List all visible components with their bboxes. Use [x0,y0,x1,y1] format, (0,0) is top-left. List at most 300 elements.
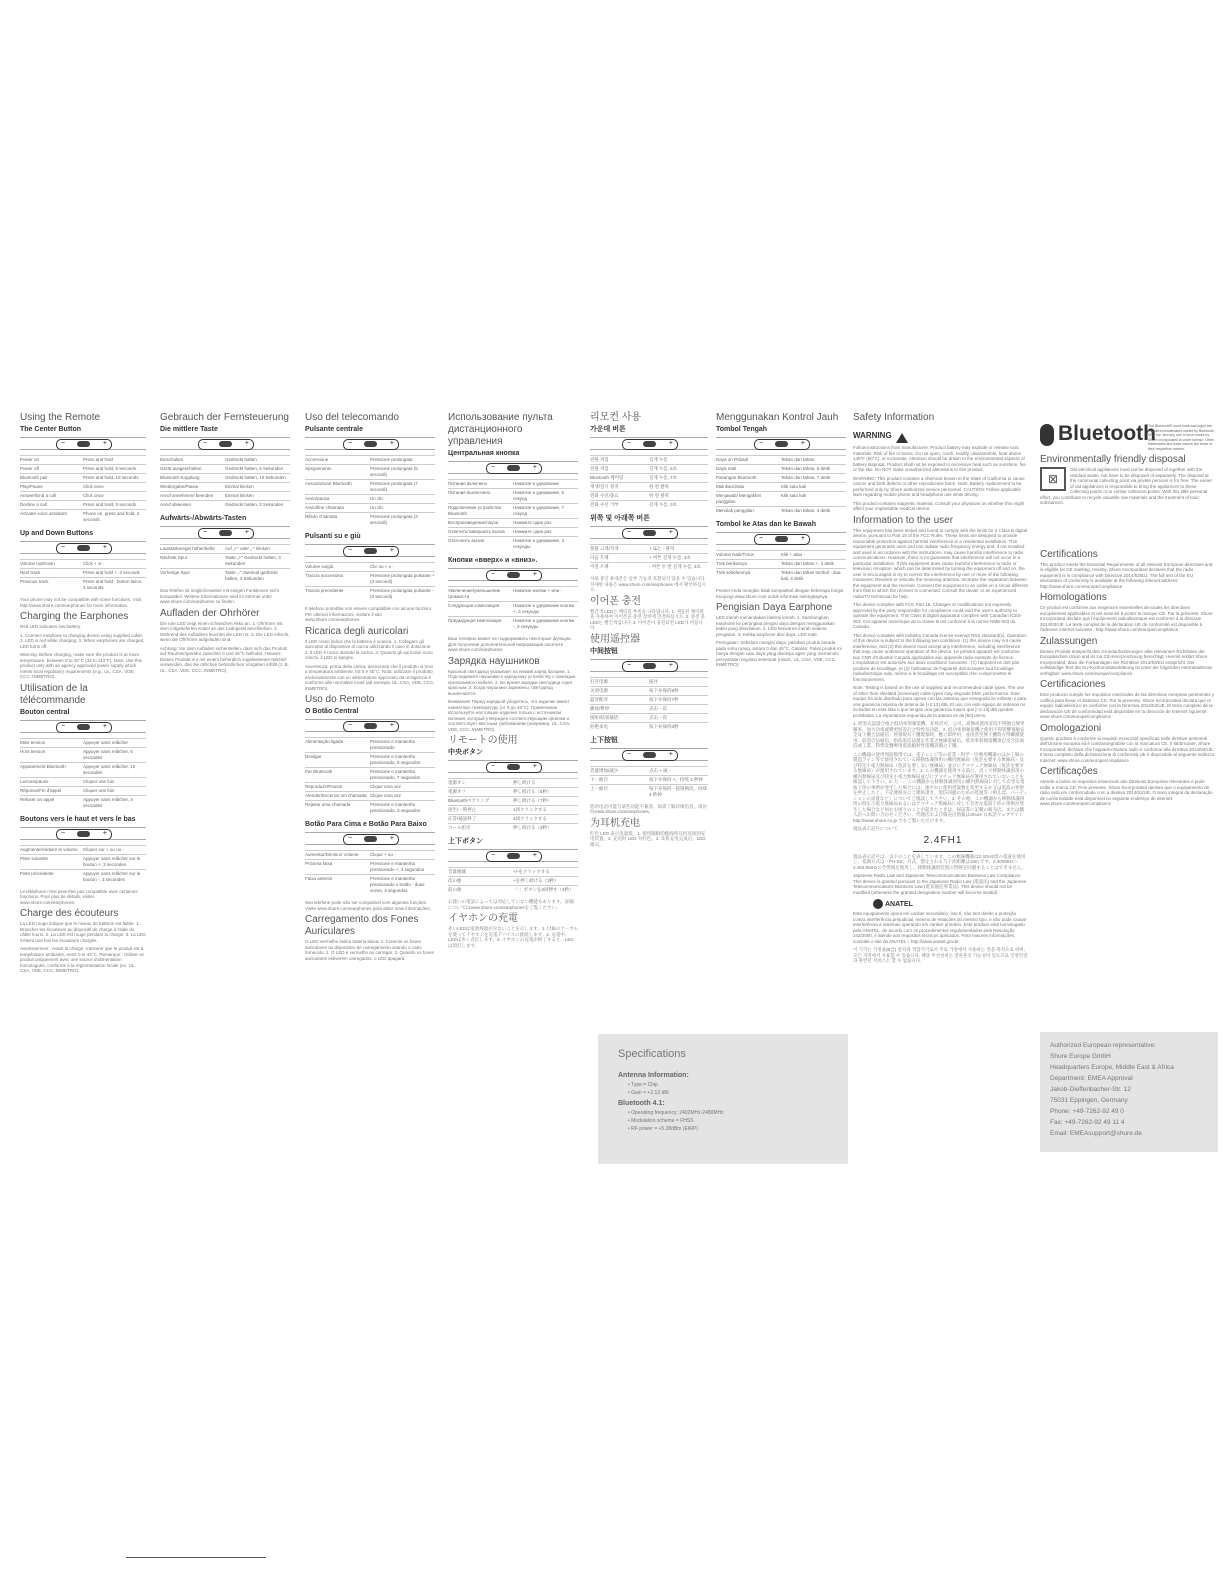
remote-icon: − + [486,851,542,862]
japan-radio-law: Japanese Radio Law and Japanese Telecommunications Business Law Compliance. This device is granted pursuant to the Japanese Radio Law (電波法) and the Japanese Telecommunications Business Law (電気通信事業法). This device should not be modified (otherwise the granted designation number will become invalid). [853,873,1027,895]
specifications-box [598,1034,848,1164]
subheading-fr-center: Bouton central [20,708,70,716]
instruction-cell: Pressione prolungata (5 secondi) [370,465,435,480]
heading-ja: リモートの使用 [448,735,518,746]
heading-zh: 使用遥控器 [590,633,640,645]
bluetooth-rune-icon [1040,424,1054,446]
compat-note-zh: 您的电话可能与某些功能不兼容。如需了解详细信息，请访问www.shure.com/earphones。 [590,803,707,814]
instruction-cell: Un clic [370,495,435,504]
action-cell: Menolak panggilan [716,507,781,516]
table-row [448,868,578,877]
cert-text-de: Dieses Produkt entspricht den Grundanforderungen aller relevanten Richtlinien der Europäischen Union und ist zur CE-Kennzeichnung berechtigt. Hiermit erklärt Shure Incorporated, dass die Funkanlagen der Richtlinie 2014/53/EU entspricht. Der vollständige Text der EU-Konformitätserklärung ist unter der folgenden Internetadresse verfügbar: www.shure.com/europe/compliance [1040,648,1213,676]
table-row [305,572,435,587]
action-cell: Bluetooth-Kopplung [160,474,225,483]
action-cell: 播放/暂停 [590,704,649,713]
instruction-cell: 点击一次 [649,704,708,713]
table-center-button-ru [448,479,578,551]
table-up-down-ko [590,544,708,571]
action-cell: Trek sebelumnya [716,569,781,584]
table-row [305,801,435,816]
table-row [448,886,578,895]
action-cell: Daya on Pribadi [716,456,781,465]
remote-icon: − + [622,750,678,761]
instruction-cell: Un clic [370,504,435,513]
action-cell: Trek berikutnya [716,560,781,569]
subheading-zh-center: 中间按钮 [590,647,618,655]
instruction-cell: Klik + atau - [781,551,846,560]
instruction-cell: Нажатие и удержание, 3 секунды [513,537,578,552]
instruction-cell: Einmal klicken [225,492,290,501]
instruction-cell: Pressione e mantenha pressionado, 3 segundos [370,801,435,816]
rep-line: Jakob-Dieffenbacher-Str. 12 [1050,1086,1131,1093]
instruction-cell: Appuyer sans relâcher sur le bouton -, 3 secondes [83,869,146,884]
table-up-down-fr [20,845,146,884]
rep-line: Department: EMEA Approval [1050,1075,1133,1082]
action-cell: Activate voice assistant [20,510,83,525]
charge-text-fr: La LED rouge indique que le niveau de batterie est faible. 1. Brancher les écouteurs au dispositif de charge à l'aide du câble fourni. 2. La LED est rouge pendant la charge. 3. La LED s'éteint une fois les écouteurs chargés. [20,921,146,943]
action-cell: 전원 꺼짐 [590,465,649,474]
remote-illustration [448,568,578,581]
column-safety [853,412,1028,967]
table-row [305,792,435,801]
instruction-cell: 按下并保持5秒 [649,686,708,695]
table-row [590,686,708,695]
table-row [448,504,578,519]
table-row [305,851,435,860]
remote-icon: − + [198,439,254,450]
action-cell: Spegnimento [305,465,370,480]
table-up-down-pt [305,850,435,895]
table-row [590,545,708,554]
instruction-cell: Нажатие кнопки + или - [513,587,578,602]
instruction-cell: Clic su + o - [370,563,435,572]
compat-note-ru: Ваш телефон может не поддерживать некоторые функции. Для получения дополнительной информации посетите www.shure.com/earphones. [448,636,572,652]
instruction-cell: 길게 누름, 5초 [649,465,708,474]
subheading-it-center: Pulsante centrale [305,426,363,433]
instruction-cell: 押し続ける [513,779,578,788]
charge-text-zh: 红色 LED 表示电量低。1. 使用随附的缆线将耳机连接到充电装置。2. 充电时 LED 为红色。3. 耳机充电完成后，LED 熄灭。 [590,830,706,847]
table-row [20,854,146,869]
instruction-cell: Press and hold [83,456,146,465]
heading-charge-de: Aufladen der Ohrhörer [160,607,260,619]
instruction-cell: 点击一次 [649,713,708,722]
action-cell: Volume Naik/Turun [716,551,781,560]
table-row [305,783,435,792]
frequency-mark: 2.4FH1 [913,835,973,852]
table-row [20,747,146,762]
japan-text: この機器の使用周波数帯では、電子レンジ等の産業・科学・医療用機器のほか工場の製造ライン等で使用されている移動体識別用の構内無線局（免許を要する無線局）及び特定小電力無線局（免許を要しない無線局）並びにアマチュア無線局（免許を要する無線局）が運用されています。1. この機器を使用する前に、近くで移動体識別用の構内無線局及び特定小電力無線局並びにアマチュア無線局が運用されていないことを確認して下さい。2. 万一、この機器から移動体識別用の構内無線局に対して有害な電波干渉の事例が発生した場合には、速やかに使用周波数を変更するか又は電波の発射を停止した上、下記連絡先にご連絡頂き、混信回避のための処置等（例えば、パーティションの設置など）についてご相談して下さい。3. その他、この機器から移動体識別用の特定小電力無線局あるいはアマチュア無線局に対して有害な電波干渉の事例が発生した場合など何かお困りのことが起きたときは、保証書に記載の販売店、または購入店へお問い合わせください。代理店および販売店情報はShure 日本語ウェブサイト http://www.shure.co.jp でもご覧いただけます。 [853,751,1028,823]
subheading-ja-updown: 上下ボタン [448,838,483,845]
table-row [305,495,435,504]
heading-info-user: Information to the user [853,514,954,526]
compat-note-pt: Seu telefone pode não ser compatível com algumas funções. Visite www.shure.com/earphones para obter mais informações. [305,900,431,911]
table-row [448,815,578,824]
action-cell: Aumentar/Diminuir Volume [305,851,370,860]
instruction-cell: Press and hold - button twice, 3 seconds [83,578,146,593]
table-row [448,806,578,815]
action-cell: 上一曲目 [590,784,649,799]
heading-env: Environmentally friendly disposal [1040,454,1186,465]
charge-text-ru: Красный светодиод указывает на низкий заряд батареи. 1. Подсоедините наушники к зарядному устройству с помощью прилагаемого кабеля. 2. Во время зарядки светодиод горит красным. 3. Когда наушники заряжены, светодиод выключается. [448,668,576,696]
emc-text: Note: Testing is based on the use of supplied and recommended cable types. The use of other than shielded (screened) cable types may degrade EMC performance. Este equipo ha sido diseñado para operar con las antenas que enseguida se enlistan y para una ganancia máxima de antena de [+2.13] dBi. El uso con este equipo de antenas no incluidas en esta lista o que tengan una ganancia mayor que [+2.13] dBi quedan prohibidas. La impedancia requerida de la antena es de [50] ohms. [853,685,1027,718]
charge-text-de: Die rote LED zeigt einen schwachen Akku an. 1. Ohrhörer mit dem mitgelieferten Kabel an das Ladegerät anschließen. 2. Während des Aufladens leuchtet die LED rot. 3. Die LED erlischt, wenn die Ohrhörer aufgeladen sind. [160,620,290,642]
remote-illustration [590,526,708,539]
table-row [20,456,146,465]
table-up-down-zh [590,766,708,799]
instruction-cell: + 버튼 길게 누름, 3초 [649,554,708,563]
action-cell: Volume su/giù [305,563,370,572]
instruction-cell: Gedrückt halten, 3 Sekunden [225,501,290,510]
action-cell: Traccia precedente [305,587,370,602]
remote-illustration [590,659,708,672]
action-cell: Питание выключено [448,489,513,504]
action-cell: 前の曲 [448,886,513,895]
subheading-de-updown: Aufwärts-/Abwärts-Tasten [160,515,247,522]
instruction-cell: Gedrückt halten, 10 Sekunden [225,474,290,483]
remote-icon: − + [343,439,399,450]
action-cell: Power on [20,456,83,465]
table-row [20,845,146,854]
cert-text-fr: Ce produit est conforme aux exigences essentielles de toutes les directives européennes applicables et est autorisé à porter la marque CE. Par la présente, Shure Incorporated déclare que l'équipement radioélectrique est conforme à la directive 2014/53/UE. Le texte complet de la déclaration UE de conformité est disponible à l'adresse internet suivante : http://www.shure.com/europe/compliance [1040,605,1213,632]
action-cell: Ответить/завершить вызов [448,528,513,537]
subheading-ru-updown: Кнопки «вверх» и «вниз». [448,557,538,564]
table-row [716,465,846,474]
compat-note-de: Das Telefon ist möglicherweise mit einigen Funktionen nicht kompatibel. Weitere Informationen sind im Internet unter www.shure.com/earphones zu finden. [160,588,279,604]
table-row [20,465,146,474]
action-cell: Anruf annehmen/ beenden [160,492,225,501]
charge-text-ja: 赤いLEDは電池残量が少ないことを示します。1. 付属のケーブルを使ってイヤホンを充電デバイスに接続します。2. 充電中、LEDは赤く点灯します。3. イヤホンの充電が終了すると、LEDは消灯します。 [448,926,578,948]
table-row [716,483,846,492]
column-german [160,412,290,676]
remote-illustration [20,720,146,733]
table-center-button-id [716,455,846,515]
action-cell: Увеличение/уменьшение громкости [448,587,513,602]
table-center-button-zh [590,677,708,731]
crossed-bin-icon: ⊠ [1040,467,1066,491]
subheading-ru-center: Центральная кнопка [448,450,520,457]
instruction-cell: Tekan dan tahan tombol - dua kali, 3 detik [781,569,846,584]
table-row [716,560,846,569]
heading-safety: Safety Information [853,412,935,423]
table-row [448,587,578,602]
warning-label: WARNING [853,431,892,440]
table-row [305,860,435,875]
table-row [160,483,290,492]
remote-illustration [20,437,146,450]
action-cell: 次の曲 [448,877,513,886]
action-cell: 電源オフ [448,788,513,797]
table-row [448,528,578,537]
table-row [448,519,578,528]
table-row [590,775,708,784]
subheading-ja-center: 中央ボタン [448,749,483,756]
table-row [448,602,578,617]
safety-text-2: WARNING: This product contains a chemical known to the State of California to cause cancer and birth defects or other reproductive harm. Note: Battery replacement to be performed only by Shure authorized service personnel. CAUTION: Follow applicable laws regarding mobile phone and headphone use while driving. [853,475,1025,497]
instruction-cell: Tekan dan tahan [781,456,846,465]
table-row [590,677,708,686]
action-cell: Отклонить вызов [448,537,513,552]
instruction-cell: Нажмите один раз [513,528,578,537]
compat-note-ja: お使いの電話によっては対応していない機能もあります。詳細についてはwww.shure.com/earphonesをご覧ください。 [448,899,574,910]
action-cell: Daya mati [716,465,781,474]
table-row [590,695,708,704]
instruction-cell: Press and hold +, 3 seconds [83,569,146,578]
heading-ru: Использование пульта дистанционного управления [448,412,553,447]
charge-text-id: LED merah menandakan baterai lemah. 1. Sambungkan earphone ke perangkat pengisi daya dengan menggunakan kabel yang disediakan. 2. LED berwarna merah selama pengisian. 3. Ketika earphone diisi daya, LED mati. [716,615,835,637]
bt-frequency: • Operating frequency: 2402MHz-2480MHz [628,1110,724,1116]
remote-illustration [305,719,435,732]
anatel-logo: ANATEL [873,899,1028,909]
table-center-button-pt [305,737,435,815]
instruction-cell: Pressione e mantenha pressionado, 5 segundos [370,753,435,768]
table-row [716,507,846,516]
heading-certifications: Certifications [1040,548,1098,560]
action-cell: Previous track [20,578,83,593]
action-cell: Power off [20,465,83,474]
heading-charge-ja: イヤホンの充電 [448,913,518,924]
instruction-cell: 按下并保持 - 按钮两次，持续 3 秒钟 [649,785,707,797]
action-cell: 이전 트랙 [590,563,649,572]
cert-text-it: Questo prodotto è conforme ai requisiti essenziali specificati nelle direttive pertinenti dell'Unione europea ed è contrassegnabile con la marcatura CE. Il fabbricante, Shure Incorporated, dichiara che l'apparecchiatura radio è conforme alla direttiva 2014/53/UE. Il testo completo della dichiarazione di conformità UE è disponibile al seguente indirizzo Internet: www.shure.com/europe/compliance [1040,735,1215,763]
remote-icon: − + [343,721,399,732]
heading-charge-zh: 为耳机充电 [590,817,640,829]
action-cell: Avvio/fine chiamata [305,504,370,513]
antenna-type: • Type = Chip [628,1082,658,1088]
instruction-cell: 길게 누름, 7초 [649,474,708,483]
table-row [590,704,708,713]
charging-warning: Warning: Before charging, make sure the product is at room temperature, between 0 to 45°C (32 to 113°F). Note: Use this product only with an agency approved power supply which meets local regulatory requirements (e.g., UL, CSA, VDE, CCC, INMETRO). [20,652,142,679]
remote-illustration [590,748,708,761]
remote-icon: − + [198,528,254,539]
table-row [20,762,146,777]
heading-omologazioni: Omologazioni [1040,722,1102,734]
instruction-cell: Appuyer sans relâcher, 5 secondes [83,747,146,762]
action-cell: Piste suivante [20,854,83,869]
table-row [448,489,578,504]
subheading-ko-updown: 위쪽 및 아래쪽 버튼 [590,515,650,522]
instruction-cell: Cliquer sur + ou ou - [83,845,146,854]
instruction-cell: Gedrückt halten, 5 Sekunden [225,465,290,474]
remote-icon: − + [56,722,112,733]
instruction-cell: 按下并保持3秒 [649,722,708,731]
rep-line: Authorized European representative: [1050,1042,1156,1049]
fcc-text: This equipment has been tested and found to comply with the limits for a Class B digital device, pursuant to Part 15 of the FCC Rules. These limits are designed to provide reasonable protection against harmful interference in a residential installation. This equipment generates uses and can radiate radio frequency energy and, if not installed and used in accordance with the instructions, may cause harmful interference to radio communications. However, there is no guarantee that interference will not occur in a particular installation. If this equipment does cause harmful interference to radio or television reception, which can be determined by turning the equipment off and on, the user is encouraged to try to correct the interference by one or more of the following measures: Reorient or relocate the receiving antenna. Increase the separation between the equipment and the receiver. Connect the equipment to an outlet on a circuit different from that to which the receiver is connected. Consult the dealer or an experienced radio/TV technician for help. [853,527,1028,599]
bluetooth-heading: Bluetooth 4.1: [618,1100,665,1107]
table-row [716,551,846,560]
table-center-button-ja [448,778,578,832]
action-cell: コール拒否 [448,824,513,833]
compat-note-fr: Le téléphone n'est peut-être pas compatible avec certaines fonctions. Pour plus de détails, visiter www.shure.com/earphones. [20,888,138,905]
action-cell: Воспроизведение/пауза [448,519,513,528]
remote-icon: − + [622,528,678,539]
column-russian-japanese [448,412,578,951]
remote-illustration [448,461,578,474]
subheading-fr-updown: Boutons vers le haut et vers le bas [20,815,136,823]
action-cell: Hors tension [20,747,83,762]
table-row [590,474,708,483]
instruction-cell: 한 번 클릭 [649,483,708,492]
table-row [160,554,290,569]
instruction-cell: Нажатие и удержание кнопки +, 3 секунды [513,602,578,617]
instruction-cell: 按住 [649,677,708,686]
korea-text: 이 기기는 가정용(B급) 전자파 적합기기로서 주로 가정에서 사용하는 것을 목적으로 하며, 모든 지역에서 사용할 수 있습니다. 해당 무선설비는 전파혼신 가능성이 있으므로 인명안전과 관련된 서비스는 할 수 없습니다. [853,947,1028,963]
column-korean-chinese [590,412,708,850]
instruction-cell: 길게 누름 [649,456,708,465]
action-cell: Rifiuto chiamata [305,513,370,528]
table-row [160,569,290,584]
japan-symbol-text: 現品表示記号は、以下のことを表しています。この無線機器は2.4GHz帯の電波を使用し、変調方式は「FH-SS」方式、想定される与干渉距離は10m です。2,400MHz～2,483.5MHzの全帯域を使用し、移動体識別装置の帯域を回避することはできません。 [853,853,1027,870]
instruction-cell: Tekan dan tahan, 7 detik [781,474,846,483]
heading-fr: Utilisation de la télécommande [20,682,88,706]
table-row [590,784,708,799]
instruction-cell: Clique + ou - [370,851,435,860]
remote-illustration [20,541,146,554]
table-row [590,766,708,775]
instruction-cell: Pressione prolungata pulsante + (3 secondi) [370,572,435,587]
action-cell: Rejeitar uma chamada [305,801,370,816]
action-cell: Pasangan Bluetooth [716,474,781,483]
charging-text: Red LED indicates low battery. [20,624,82,629]
table-row [20,492,146,501]
instruction-cell: 길게 누름, 3초 [649,501,708,510]
action-cell: Desligar [305,753,370,768]
instruction-cell: Pressione prolungata (3 secondi) [370,513,435,528]
instruction-cell: 1回クリックする [513,815,578,824]
footer-line [126,1557,266,1558]
instruction-cell: Tekan dan tahan, 5 detik [781,465,846,474]
table-up-down-ru [448,586,578,631]
table-row [20,738,146,747]
table-row [448,788,578,797]
instruction-cell: Press and hold, 5 seconds [83,465,146,474]
instruction-cell: Clique uma vez [370,792,435,801]
bluetooth-trademark-text: The Bluetooth® word mark and logos are registered trademarks owned by Bluetooth SIG, Inc. and any use of such marks by Shure Incorporated is under license. Other trademarks and trade names are those of their respective owners. [1148,424,1214,451]
instruction-cell: +/-をクリックする [513,868,578,877]
table-row [305,875,435,896]
table-row [590,554,708,563]
table-row [305,465,435,480]
action-cell: Faixa anterior [305,875,370,896]
remote-icon: − + [343,546,399,557]
heading-de: Gebrauch der Fernsteuerung [160,412,289,423]
remote-illustration [448,760,578,773]
ncc-text: 1. 經型式認證合格之低功率射頻電機，非經許可，公司、商號或使用者均不得擅自變更頻率、加大功率或變更原設計之特性及功能。2. 低功率射頻電機之使用不得影響飛航安全及干擾合法通信；經發現有干擾現象時，應立即停用，並改善至無干擾時方得繼續使用。前項合法通信，指依電信法規定作業之無線電通信。低功率射頻電機須忍受合法通信或工業、科學及醫療用電波輻射性電機設備之干擾。 [853,721,1025,748]
table-row [160,501,290,510]
table-row [716,474,846,483]
instruction-cell: Click + or - [83,560,146,569]
remote-illustration [160,437,290,450]
action-cell: 关闭电源 [590,686,649,695]
instruction-cell: Klik satu kali [781,483,846,492]
ic-text: This device complies with Industry Canada licence-exempt RSS standard(s). Operation of this device is subject to the following two conditions: (1) this device may not cause interference, and (2) this device must accept any interference, including interference that may cause undesired operation of the device. Le présent appareil est conforme aux CNR d'Industrie Canada applicables aux appareils radio exempts de licence. L'exploitation est autorisée aux deux conditions suivantes : (1) l'appareil ne doit pas produire de brouillage, et (2) l'utilisateur de l'appareil doit accepter tout brouillage radioélectrique subi, même si le brouillage est susceptible d'en compromettre le fonctionnement. [853,632,1027,682]
remote-icon: − + [486,463,542,474]
cert-text-en: This product meets the Essential Requirements of all relevant European directives and is eligible for CE marking. Hereby, Shure Incorporated declares that the radio equipment is in compliance with Directive 2014/53/EU. The full text of the EU declaration of conformity is available at the following internet address: http://www.shure.com/europe/compliance [1040,561,1213,589]
table-up-down-en [20,559,146,592]
table-up-down-id [716,550,846,583]
heading-specifications: Specifications [618,1048,686,1060]
fcc-text-2: This device complies with FCC Part 15. Changes or modifications not expressly approved by the party responsible for compliance could void the user's authority to operate the equipment. This Class B digital apparatus complies with Canadian ICES-003. Cet appareil numérique de la classe B est conforme à la norme NMB-003 du Canada. [853,602,1023,629]
action-cell: Bluetooth 페어링 [590,474,649,483]
action-cell: Next track [20,569,83,578]
instruction-cell: 押し続ける（7秒） [513,797,578,806]
table-row [590,501,708,510]
table-center-button-fr [20,738,146,810]
rep-line: Shure Europe GmbH [1050,1053,1111,1060]
charge-warning-id: Peringatan: Sebelum mengisi daya, pastikan produk berada pada suhu ruang, antara 0 dan 45°C. Catatan: Pakai produk ini hanya dengan catu daya yang disetujui agen yang memenuhi persyaratan regulasi setempat (misal., UL, CSA, VDE, CCC, INMETRO). [716,640,842,667]
action-cell: Piste précédente [20,869,83,884]
table-row [160,492,290,501]
instruction-cell: Pressione e mantenha pressionado +, 3 segundos [370,860,435,875]
remote-illustration [20,827,146,840]
instruction-cell: Taste „+" Gedrückt halten, 3 Sekunden [225,554,290,569]
column-italian-portuguese [305,412,435,964]
env-text: Old electrical appliances must not be disposed of together with the residual waste, but have to be disposed of separately. The disposal at the communal collecting point via private persons is for free. The owner of old appliances is responsible to bring the appliances to these collecting points or to similar collection points. With this little personal effort, you contribute to recycle valuable raw materials and the treatment of toxic substances. [1040,467,1212,505]
table-up-down-ja [448,867,578,894]
heading-charge-ru: Зарядка наушников [448,655,540,667]
rep-email: Email: EMEAsupport@shure.de [1050,1130,1142,1137]
action-cell: Anruf abweisen [160,501,225,510]
table-row [716,492,846,507]
instruction-cell: Tekan dan tahan +, 3 detik [781,560,846,569]
heading-charge-id: Pengisian Daya Earphone [716,602,833,613]
table-row [305,563,435,572]
bluetooth-wordmark: Bluetooth [1058,422,1156,445]
instruction-cell: Cliquer une fois [83,786,146,795]
subheading-ko-center: 가운데 버튼 [590,426,626,433]
heading-using-remote: Using the Remote [20,412,101,423]
eu-representative-box [1040,1032,1218,1152]
subheading-zh-updown: 上下按钮 [590,736,618,744]
charge-warning-fr: Avertissement : Avant la charge, s'assurer que le produit est à température ambiante, entre 0 et 45°C. Remarque : Utiliser ce produit uniquement avec une source d'alimentation homologuée, conforme à la réglementation locale (ex. UL, CSA, VDE, CCC, INMETRO). [20,946,144,973]
cert-text-es: Este producto cumple los requisitos esenciales de las directivas europeas pertinentes y califica para llevar el distintivo CE. Por la presente, Shure Incorporated declara que el equipo radioeléctrico es conforme con la Directiva 2014/53/UE. El texto completo de la declaración UE de conformidad está disponible en la dirección de Internet siguiente: www.shure.com/europe/compliance [1040,692,1215,719]
action-cell: Avvio/pausa [305,495,370,504]
table-row [305,587,435,602]
action-cell: 接听/结束通话 [590,713,649,722]
instruction-cell: - 버튼 두 번 길게 누름, 3초 [649,563,708,572]
action-cell: Appariement Bluetooth [20,762,83,777]
action-cell: Augmenter/réduire le volume [20,845,83,854]
instruction-cell: + 또는 - 클릭 [649,545,708,554]
action-cell: 전원 켜짐 [590,456,649,465]
cert-text-pt: Atende a todos os requisitos essenciais das Diretivas Europeias relevantes e pode exibir a marca CE. Pelo presente, Shure Incorporated declara que o equipamento de rádio está em conformidade com a diretiva 2014/53/UE. O texto integral da declaração de conformidade está disponível no seguinte endereço de internet: www.shure.com/europe/compliance [1040,779,1213,806]
remote-icon: − + [56,439,112,450]
table-row [448,480,578,489]
table-center-button-ko [590,455,708,509]
table-row [160,545,290,554]
anatel-text: Este equipamento opera em caráter secundário, isto é, não tem direito a proteção contra interferência prejudicial, mesmo de estações do mesmo tipo, e não pode causar interferência a sistemas operando em caráter primário. Este produto está homologado pela ANATEL, de acordo com os procedimentos regulamentados pela Resolução 242/2000, e atende aos requisitos técnicos aplicados. Para maiores informações, consulte o site da ANATEL – http://www.anatel.gov.br [853,911,1027,944]
compat-note-it: Il telefono potrebbe non essere compatibile con alcune funzioni. Per ulteriori informazioni, visitare il sito www.shure.com/earphones. [305,606,433,622]
safety-text-3: This product contains magnetic material. Consult your physician on whether this might affect your implantable medical device. [853,500,1025,511]
charge-text-pt: O LED vermelho indica bateria baixa. 1. Conecte os fones auriculares ao dispositivo de carregamento usando o cabo fornecido. 2. O LED é vermelho ao carregar. 3. Quando os fones auriculares estiverem carregados, o LED apagará. [305,939,434,961]
table-row [448,537,578,552]
action-cell: 音量增加/减少 [590,766,649,775]
instruction-cell: Auf „+" oder „-" klicken [225,545,290,554]
table-up-down-it [305,562,435,601]
remote-illustration [448,849,578,862]
action-cell: 拒绝来电 [590,722,649,731]
instruction-cell: Einmal klicken [225,483,290,492]
action-cell: Answer/End a call [20,492,83,501]
action-cell: Mainkan/Jeda [716,483,781,492]
action-cell: 전화 수신 거부 [590,501,649,510]
remote-illustration [305,832,435,845]
action-cell: 電源オン [448,779,513,788]
action-cell: Par Bluetooth [305,768,370,783]
table-row [590,713,708,722]
instruction-cell: 押し続ける（3秒） [513,824,578,833]
action-cell: 打开电源 [590,677,649,686]
table-row [448,797,578,806]
